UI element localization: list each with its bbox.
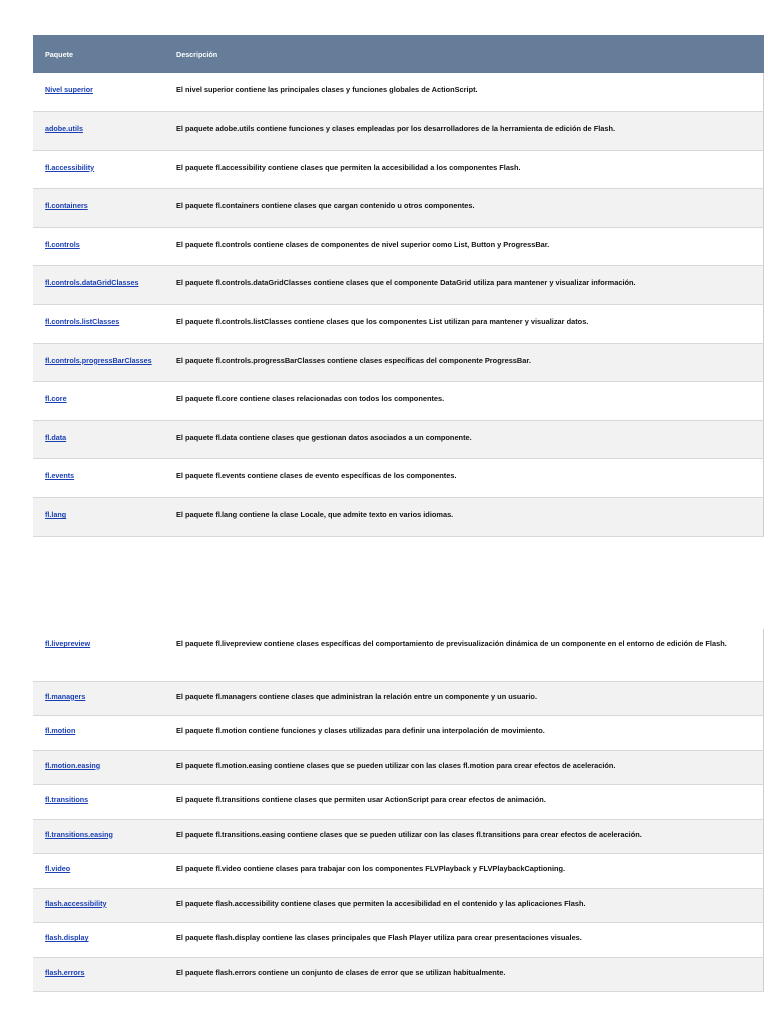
package-description: El paquete fl.core contiene clases relacionadas con todos los componentes.	[164, 382, 764, 421]
package-description: El paquete fl.transitions.easing contiene clases que se pueden utilizar con las clases fl.transitions para crear efectos de aceleración.	[164, 819, 764, 854]
package-description: El paquete fl.motion.easing contiene clases que se pueden utilizar con las clases fl.motion para crear efectos de aceleración.	[164, 750, 764, 785]
package-description: El paquete fl.motion contiene funciones y clases utilizadas para definir una interpolación de movimiento.	[164, 716, 764, 751]
package-cell	[33, 305, 164, 344]
package-description: El paquete fl.controls.listClasses contiene clases que los componentes List utilizan para mantener y visualizar datos.	[164, 305, 764, 344]
package-link[interactable]: Nivel superior	[45, 85, 93, 94]
table-row	[33, 923, 764, 958]
table-row	[33, 750, 764, 785]
table-row	[33, 681, 764, 716]
table-row	[33, 785, 764, 820]
table-row	[33, 629, 764, 681]
package-link[interactable]: fl.transitions	[45, 795, 89, 804]
table-row	[33, 343, 764, 382]
package-cell	[33, 150, 164, 189]
package-link[interactable]: fl.containers	[45, 201, 88, 211]
table-row	[33, 73, 764, 112]
table-row	[33, 189, 764, 228]
package-description: El paquete fl.accessibility contiene clases que permiten la accesibilidad a los componentes Flash.	[164, 150, 764, 189]
package-description: El paquete fl.transitions contiene clases que permiten usar ActionScript para crear efectos de animación.	[164, 785, 764, 820]
package-description: El paquete flash.display contiene las clases principales que Flash Player utiliza para crear presentaciones visuales.	[164, 923, 764, 958]
package-description: El paquete fl.controls.dataGridClasses contiene clases que el componente DataGrid utiliza para mantener y visualizar información.	[164, 266, 764, 305]
table-row	[33, 459, 764, 498]
package-cell	[33, 73, 164, 112]
package-description: El paquete fl.events contiene clases de evento específicas de los componentes.	[164, 459, 764, 498]
table-row	[33, 854, 764, 889]
package-cell	[33, 716, 164, 751]
package-cell	[33, 227, 164, 266]
package-description: El paquete flash.errors contiene un conjunto de clases de error que se utilizan habitualmente.	[164, 957, 764, 992]
package-description: El paquete fl.managers contiene clases que administran la relación entre un componente y un usuario.	[164, 681, 764, 716]
table-row	[33, 266, 764, 305]
package-link[interactable]: fl.managers	[45, 691, 86, 701]
package-link[interactable]: fl.controls	[45, 239, 80, 249]
package-description: El paquete adobe.utils contiene funciones y clases empleadas por los desarrolladores de la herramienta de edición de Flash.	[164, 112, 764, 151]
package-link[interactable]: fl.controls.dataGridClasses	[45, 278, 139, 288]
package-cell	[33, 854, 164, 889]
package-link[interactable]: fl.video	[45, 864, 71, 873]
package-description: El paquete fl.controls contiene clases de componentes de nivel superior como List, Button y ProgressBar.	[164, 227, 764, 266]
package-cell	[33, 266, 164, 305]
package-description: El paquete fl.data contiene clases que gestionan datos asociados a un componente.	[164, 420, 764, 459]
packages-table-part2	[33, 629, 764, 992]
package-description: El paquete fl.livepreview contiene clases específicas del comportamiento de previsualización dinámica de un componente en el entorno de edición de Flash.	[164, 629, 764, 681]
package-link[interactable]: flash.accessibility	[45, 898, 107, 908]
table-row	[33, 112, 764, 151]
table-header-row	[33, 35, 764, 73]
package-link[interactable]: fl.transitions.easing	[45, 829, 113, 839]
package-cell	[33, 750, 164, 785]
package-link[interactable]: fl.livepreview	[45, 639, 91, 648]
header-package: Paquete	[33, 35, 164, 73]
package-cell	[33, 785, 164, 820]
package-description: El paquete fl.containers contiene clases que cargan contenido u otros componentes.	[164, 189, 764, 228]
table-row	[33, 716, 764, 751]
table-row	[33, 819, 764, 854]
package-cell	[33, 681, 164, 716]
package-cell	[33, 498, 164, 537]
packages-table-part1	[33, 35, 764, 537]
package-link[interactable]: fl.controls.progressBarClasses	[45, 355, 152, 365]
package-link[interactable]: fl.events	[45, 471, 75, 481]
header-description: Descripción	[164, 35, 764, 73]
package-link[interactable]: fl.data	[45, 432, 67, 442]
package-link[interactable]: fl.accessibility	[45, 162, 95, 172]
package-cell	[33, 343, 164, 382]
package-cell	[33, 819, 164, 854]
package-link[interactable]: fl.core	[45, 394, 67, 404]
package-description: El paquete fl.controls.progressBarClasses contiene clases específicas del componente ProgressBar.	[164, 343, 764, 382]
table-row	[33, 305, 764, 344]
package-cell	[33, 459, 164, 498]
table-row	[33, 420, 764, 459]
package-link[interactable]: fl.lang	[45, 510, 67, 520]
package-link[interactable]: adobe.utils	[45, 124, 83, 134]
package-description: El paquete fl.lang contiene la clase Locale, que admite texto en varios idiomas.	[164, 498, 764, 537]
package-description: El paquete flash.accessibility contiene clases que permiten la accesibilidad en el contenido y las aplicaciones Flash.	[164, 888, 764, 923]
package-link[interactable]: flash.errors	[45, 967, 85, 977]
package-link[interactable]: fl.motion	[45, 726, 76, 735]
package-description: El paquete fl.video contiene clases para trabajar con los componentes FLVPlayback y FLVPlaybackCaptioning.	[164, 854, 764, 889]
package-link[interactable]: fl.motion.easing	[45, 760, 101, 770]
package-cell	[33, 629, 164, 681]
table-row	[33, 957, 764, 992]
package-description: El nivel superior contiene las principales clases y funciones globales de ActionScript.	[164, 73, 764, 112]
package-cell	[33, 957, 164, 992]
package-cell	[33, 420, 164, 459]
package-link[interactable]: flash.display	[45, 933, 89, 942]
package-cell	[33, 888, 164, 923]
table-row	[33, 227, 764, 266]
package-link[interactable]: fl.controls.listClasses	[45, 317, 120, 327]
table-row	[33, 150, 764, 189]
package-cell	[33, 923, 164, 958]
package-cell	[33, 189, 164, 228]
package-cell	[33, 382, 164, 421]
table-row	[33, 498, 764, 537]
table-row	[33, 888, 764, 923]
table-row	[33, 382, 764, 421]
package-cell	[33, 112, 164, 151]
